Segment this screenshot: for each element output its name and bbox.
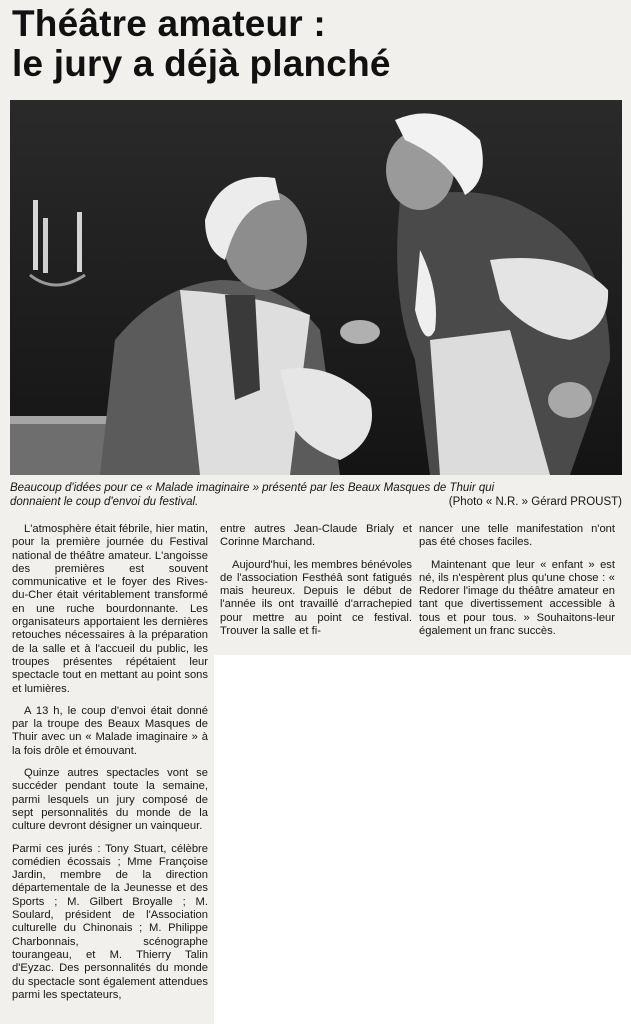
- article-paragraph: L'atmosphère était fébrile, hier matin, pour la première journée du Festival national de théâtre amateur. L'angoisse des premières est souvent communicative et le foyer des Rives-du-Cher était véritablement transformé en une ruche bourdonnante. Les organisateurs apportaient les dernières retouches nécessaires à la préparation de la salle et à l'accueil du public, les troupes présentes répétaient leur spectacle tout en mettant au point sons et lumières.: [12, 523, 208, 695]
- photo-caption: [10, 481, 622, 509]
- caption-line-1: Beaucoup d'idées pour ce « Malade imaginaire » présenté par les Beaux Masques de Thuir qui: [10, 482, 495, 494]
- headline: [12, 4, 482, 84]
- photo-credit: (Photo « N.R. » Gérard PROUST): [448, 496, 622, 508]
- article-paragraph: entre autres Jean-Claude Brialy et Corinne Marchand.: [220, 523, 412, 549]
- caption-line-2: [10, 495, 622, 509]
- article-paragraph: Maintenant que leur « enfant » est né, ils n'espèrent plus qu'une chose : « Redorer l'image du théâtre amateur en tant que divertissement accessible à tous et pour tous. » Souhaitons-leur également un franc succès.: [419, 558, 615, 638]
- theatre-photo-icon: [10, 100, 622, 475]
- article-column-3: [419, 523, 615, 647]
- article-paragraph: A 13 h, le coup d'envoi était donné par la troupe des Beaux Masques de Thuir avec un « Malade imaginaire » à la fois drôle et émouvant.: [12, 704, 208, 757]
- article-paragraph: nancer une telle manifestation n'ont pas été choses faciles.: [419, 523, 615, 549]
- article-column-2: [220, 523, 412, 647]
- article-paragraph: Quinze autres spectacles vont se succéder pendant toute la semaine, parmi lesquels un jury composé de sept personnalités du monde de la culture devront désigner un vainqueur.: [12, 767, 208, 833]
- article-paragraph: Aujourd'hui, les membres bénévoles de l'association Festhéâ sont fatigués mais heureux. Depuis le début de l'année ils ont travaillé d'arrachepied pour mettre au point ce festival. Trouver la salle et fi-: [220, 558, 412, 638]
- article-column-1: [12, 523, 208, 1011]
- article-paragraph: Parmi ces jurés : Tony Stuart, célèbre comédien écossais ; Mme Françoise Jardin, membre de la direction départementale de la Jeunesse et des Sports ; M. Gilbert Broyalle ; M. Soulard, président de l'Association culturelle du Chinonais ; M. Philippe Charbonnais, scénographe tourangeau, et M. Thierry Talin d'Eyzac. Des personnalités du monde du spectacle sont également attendues parmi les spectateurs,: [12, 842, 208, 1001]
- headline-line-2: le jury a déjà planché: [12, 43, 391, 84]
- theatre-photo: [10, 100, 622, 475]
- headline-line-1: Théâtre amateur :: [12, 3, 326, 44]
- caption-line-2-text: donnaient le coup d'envoi du festival.: [10, 496, 199, 508]
